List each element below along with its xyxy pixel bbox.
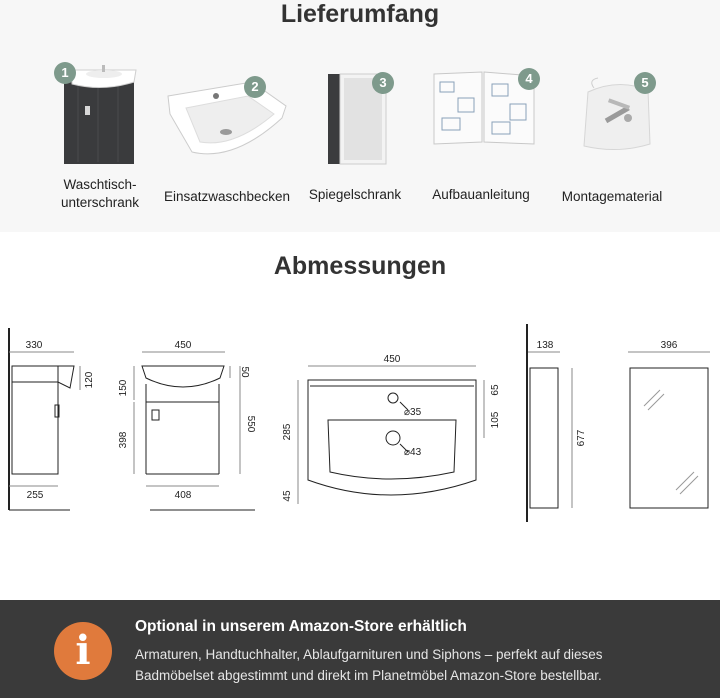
dim-front-cabinet-width: 408 [174, 490, 192, 501]
dim-basin-depth: 285 [282, 423, 293, 441]
dim-mirror-depth: 138 [536, 340, 554, 351]
dim-side-depth: 255 [26, 490, 44, 501]
footer-text: Armaturen, Handtuchhalter, Ablaufgarnituren und Siphons – perfekt auf dieses Badmöbelset abgestimmt und direkt im Planetmöbel Amazon-Store bestellbar. [135, 647, 603, 683]
dimension-drawings [0, 310, 720, 540]
item-badge: 5 [634, 72, 656, 94]
item-label-mirror-cabinet: Spiegelschrank [308, 187, 402, 202]
item-mirror-cabinet [326, 72, 396, 168]
dim-front-width: 450 [174, 340, 192, 351]
item-mounting-kit [578, 72, 658, 156]
dim-front-basin-lip: 50 [239, 366, 250, 378]
dim-side-width: 330 [25, 340, 43, 351]
footer-title: Optional in unserem Amazon-Store erhältlich [135, 618, 467, 635]
item-badge: 4 [518, 68, 540, 90]
dim-front-basin-height: 150 [118, 379, 129, 397]
item-badge: 3 [372, 72, 394, 94]
basin-top-view-drawing [298, 366, 484, 504]
dim-basin-tap-offset: 65 [490, 384, 501, 396]
side-view-drawing [9, 328, 80, 510]
item-vanity-cabinet [58, 62, 138, 172]
front-view-drawing [134, 352, 255, 510]
item-label-mounting-kit: Montagematerial [561, 189, 663, 204]
dim-mirror-width: 396 [660, 340, 678, 351]
scope-of-delivery-section [0, 0, 720, 232]
dim-basin-width: 450 [383, 354, 401, 365]
dim-side-basin-height: 120 [84, 371, 95, 389]
mirror-side-view-drawing [527, 324, 572, 522]
info-icon: i [54, 622, 112, 680]
item-label-washbasin: Einsatzwaschbecken [163, 189, 291, 204]
dim-drain-hole: ⌀43 [404, 447, 422, 458]
info-footer [0, 600, 720, 698]
dim-front-cabinet-height: 398 [118, 431, 129, 449]
mirror-front-view-drawing [628, 352, 710, 508]
item-badge: 2 [244, 76, 266, 98]
dim-tap-hole: ⌀35 [404, 407, 422, 418]
dimensions-title: Abmessungen [273, 252, 447, 280]
dim-basin-front-curve: 45 [282, 490, 293, 502]
dim-front-total-height: 550 [245, 415, 256, 433]
dim-mirror-height: 677 [576, 429, 587, 447]
scope-title: Lieferumfang [280, 0, 440, 28]
washbasin-icon [164, 74, 288, 164]
item-washbasin [164, 74, 288, 164]
item-label-vanity-cabinet: Waschtisch- unterschrank [60, 177, 140, 210]
item-badge: 1 [54, 62, 76, 84]
dim-basin-drain-offset: 105 [490, 411, 501, 429]
item-label-instructions: Aufbauanleitung [432, 187, 530, 202]
item-instructions [430, 68, 540, 148]
